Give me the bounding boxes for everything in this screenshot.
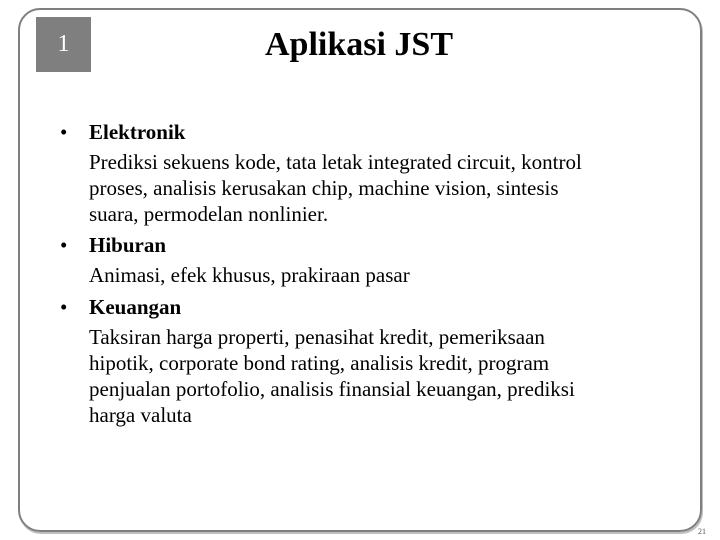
bullet-body — [89, 150, 670, 227]
body-line: Prediksi sekuens kode, tata letak integrated circuit, kontrol — [89, 150, 582, 174]
bullet-body — [89, 325, 670, 428]
bullet-list — [60, 119, 670, 433]
bullet-heading: Elektronik — [89, 120, 186, 144]
bullet-body — [89, 263, 670, 289]
body-line: proses, analisis kerusakan chip, machine vision, sintesis — [89, 175, 559, 200]
bullet-icon: • — [60, 120, 68, 144]
page-mark: 21 — [698, 527, 706, 536]
bullet-heading: Keuangan — [89, 295, 182, 320]
bullet-icon: • — [60, 233, 68, 258]
bullet-item-elektronik — [60, 119, 670, 227]
bullet-icon: • — [60, 295, 68, 320]
bullet-item-hiburan — [60, 232, 670, 289]
body-line: harga valuta — [89, 402, 192, 427]
bullet-item-keuangan — [60, 294, 670, 428]
body-line: penjualan portofolio, analisis finansial keuangan, prediksi — [89, 376, 575, 401]
body-line: Animasi, efek khusus, prakiraan pasar — [89, 263, 410, 288]
slide-number-box: 1 — [36, 17, 91, 72]
body-line: hipotik, corporate bond rating, analisis kredit, program — [89, 350, 550, 375]
bullet-heading: Hiburan — [89, 233, 167, 258]
slide-title: Aplikasi JST — [264, 26, 454, 63]
body-line: suara, permodelan nonlinier. — [89, 201, 329, 226]
body-line: Taksiran harga properti, penasihat kredit, pemeriksaan — [89, 325, 545, 350]
